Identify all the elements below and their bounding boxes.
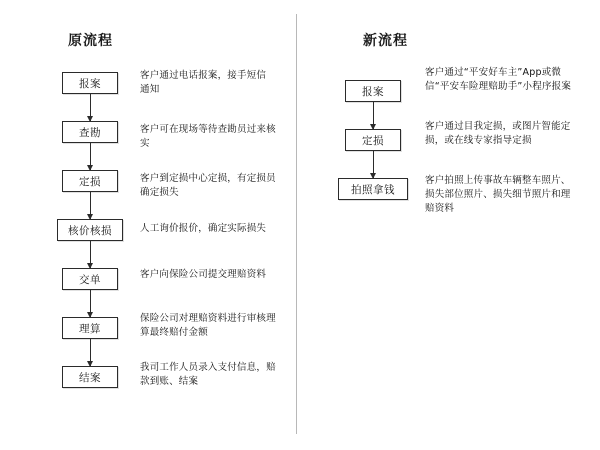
new-node-3[interactable]: 拍照拿钱 bbox=[338, 178, 408, 200]
old-arrow-4 bbox=[90, 241, 91, 268]
old-arrow-3 bbox=[90, 192, 91, 219]
new-arrow-1 bbox=[373, 102, 374, 129]
new-process-title: 新流程 bbox=[363, 33, 408, 49]
old-desc-3: 客户到定损中心定损，有定损员确定损失 bbox=[140, 173, 276, 198]
old-arrow-1 bbox=[90, 94, 91, 121]
old-node-6[interactable]: 理算 bbox=[62, 317, 118, 339]
new-node-2[interactable]: 定损 bbox=[345, 129, 401, 151]
new-node-1[interactable]: 报案 bbox=[345, 80, 401, 102]
column-divider bbox=[296, 14, 297, 434]
new-desc-3: 客户拍照上传事故车辆整车照片、损失部位照片、损失细节照片和理赔资料 bbox=[425, 175, 571, 214]
new-desc-1: 客户通过“平安好车主”App或微信“平安车险理赔助手”小程序报案 bbox=[425, 67, 572, 92]
old-node-7[interactable]: 结案 bbox=[62, 366, 118, 388]
old-desc-4: 人工询价报价，确定实际损失 bbox=[140, 223, 267, 234]
old-desc-5: 客户向保险公司提交理赔资料 bbox=[140, 269, 267, 280]
old-process-title: 原流程 bbox=[68, 33, 113, 49]
old-desc-7: 我司工作人员录入支付信息，赔款到账、结案 bbox=[140, 362, 276, 387]
old-desc-1: 客户通过电话报案，接手短信通知 bbox=[140, 70, 267, 95]
old-arrow-2 bbox=[90, 143, 91, 170]
new-arrow-2 bbox=[373, 151, 374, 178]
old-node-5[interactable]: 交单 bbox=[62, 268, 118, 290]
old-desc-6: 保险公司对理赔资料进行审核理算最终赔付金额 bbox=[140, 313, 276, 338]
old-arrow-6 bbox=[90, 339, 91, 366]
old-desc-2: 客户可在现场等待查勘员过来核实 bbox=[140, 124, 276, 149]
old-node-3[interactable]: 定损 bbox=[62, 170, 118, 192]
old-arrow-5 bbox=[90, 290, 91, 317]
old-node-1[interactable]: 报案 bbox=[62, 72, 118, 94]
old-node-4[interactable]: 核价核损 bbox=[57, 219, 123, 241]
old-node-2[interactable]: 查勘 bbox=[62, 121, 118, 143]
new-desc-2: 客户通过目我定损，或图片智能定损，或在线专家指导定损 bbox=[425, 121, 571, 146]
